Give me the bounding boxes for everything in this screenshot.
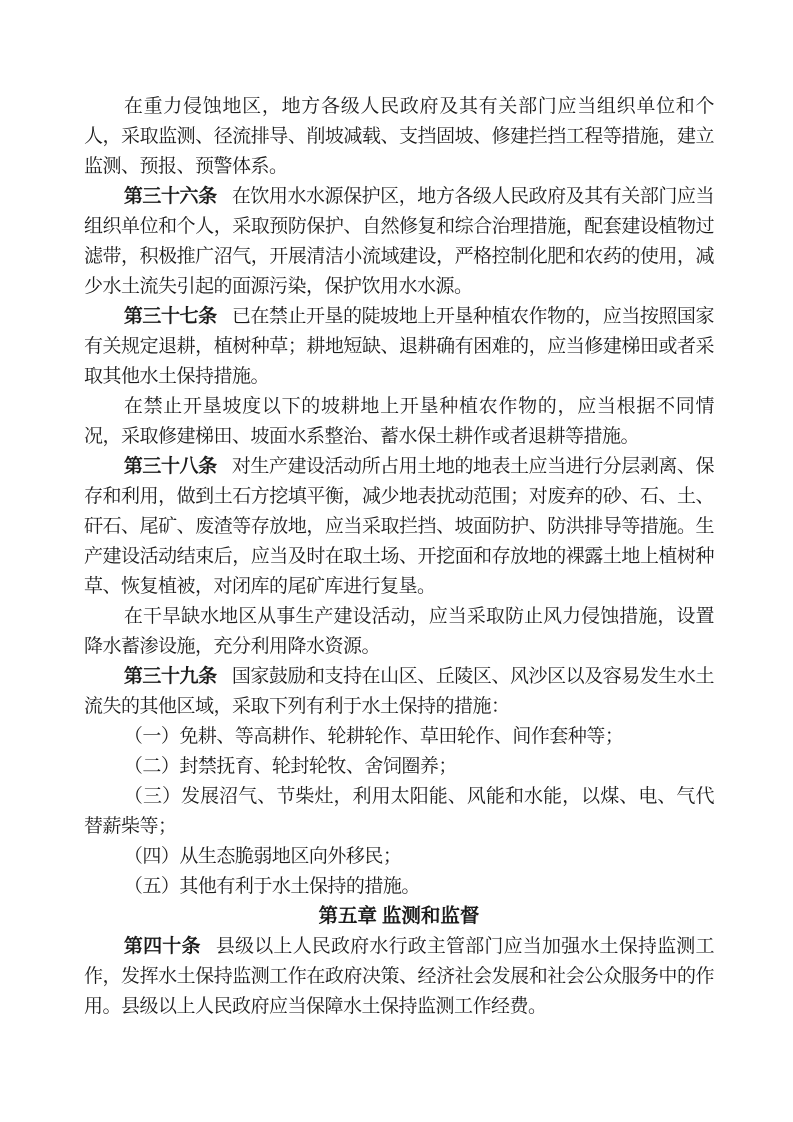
article-36-number: 第三十六条 xyxy=(123,186,217,207)
paragraph-slope-farmland xyxy=(84,392,714,452)
list-item-text: （三）发展沼气、节柴灶，利用太阳能、风能和水能，以煤、电、气代替薪柴等； xyxy=(84,786,714,837)
article-37-text: 已在禁止开垦的陡坡地上开垦种植农作物的，应当按照国家有关规定退耕，植树种草；耕地短缺、退耕确有困难的，应当修建梯田或者采取其他水土保持措施。 xyxy=(84,306,714,387)
chapter-5-heading: 第五章 监测和监督 xyxy=(318,906,480,927)
list-item-5 xyxy=(84,872,714,902)
article-37-number: 第三十七条 xyxy=(123,306,217,327)
paragraph-text: 在重力侵蚀地区，地方各级人民政府及其有关部门应当组织单位和个人，采取监测、径流排导、削坡减载、支挡固坡、修建拦挡工程等措施，建立监测、预报、预警体系。 xyxy=(84,96,714,177)
list-item-text: （四）从生态脆弱地区向外移民； xyxy=(123,846,402,867)
article-37-paragraph xyxy=(84,302,714,392)
list-item-text: （五）其他有利于水土保持的措施。 xyxy=(123,876,420,897)
article-38-paragraph xyxy=(84,452,714,602)
article-40-paragraph xyxy=(84,932,714,1022)
list-item-2 xyxy=(84,752,714,782)
list-item-3 xyxy=(84,782,714,842)
article-36-text: 在饮用水水源保护区，地方各级人民政府及其有关部门应当组织单位和个人，采取预防保护、自然修复和综合治理措施，配套建设植物过滤带，积极推广沼气，开展清洁小流域建设，严格控制化肥和农药的使用，减少水土流失引起的面源污染，保护饮用水水源。 xyxy=(84,186,714,297)
article-39-number: 第三十九条 xyxy=(123,666,217,687)
article-40-number: 第四十条 xyxy=(123,936,201,957)
article-38-text: 对生产建设活动所占用土地的地表土应当进行分层剥离、保存和利用，做到土石方挖填平衡，减少地表扰动范围；对废弃的砂、石、土、矸石、尾矿、废渣等存放地，应当采取拦挡、坡面防护、防洪排导等措施。生产建设活动结束后，应当及时在取土场、开挖面和存放地的裸露土地上植树种草、恢复植被，对闭库的尾矿库进行复垦。 xyxy=(84,456,714,597)
paragraph-heavy-erosion-measures xyxy=(84,92,714,182)
paragraph-text: 在禁止开垦坡度以下的坡耕地上开垦种植农作物的，应当根据不同情况，采取修建梯田、坡面水系整治、蓄水保土耕作或者退耕等措施。 xyxy=(84,396,714,447)
article-39-text: 国家鼓励和支持在山区、丘陵区、风沙区以及容易发生水土流失的其他区域，采取下列有利于水土保持的措施： xyxy=(84,666,714,717)
article-38-number: 第三十八条 xyxy=(123,456,217,477)
list-item-1 xyxy=(84,722,714,752)
article-36-paragraph xyxy=(84,182,714,302)
list-item-text: （一）免耕、等高耕作、轮耕轮作、草田轮作、间作套种等； xyxy=(123,726,624,747)
list-item-text: （二）封禁抚育、轮封轮牧、舍饲圈养； xyxy=(123,756,457,777)
article-40-text: 县级以上人民政府水行政主管部门应当加强水土保持监测工作，发挥水土保持监测工作在政府决策、经济社会发展和社会公众服务中的作用。县级以上人民政府应当保障水土保持监测工作经费。 xyxy=(84,936,714,1017)
article-39-paragraph xyxy=(84,662,714,722)
list-item-4 xyxy=(84,842,714,872)
paragraph-arid-areas xyxy=(84,602,714,662)
paragraph-text: 在干旱缺水地区从事生产建设活动，应当采取防止风力侵蚀措施，设置降水蓄渗设施，充分利用降水资源。 xyxy=(84,606,714,657)
